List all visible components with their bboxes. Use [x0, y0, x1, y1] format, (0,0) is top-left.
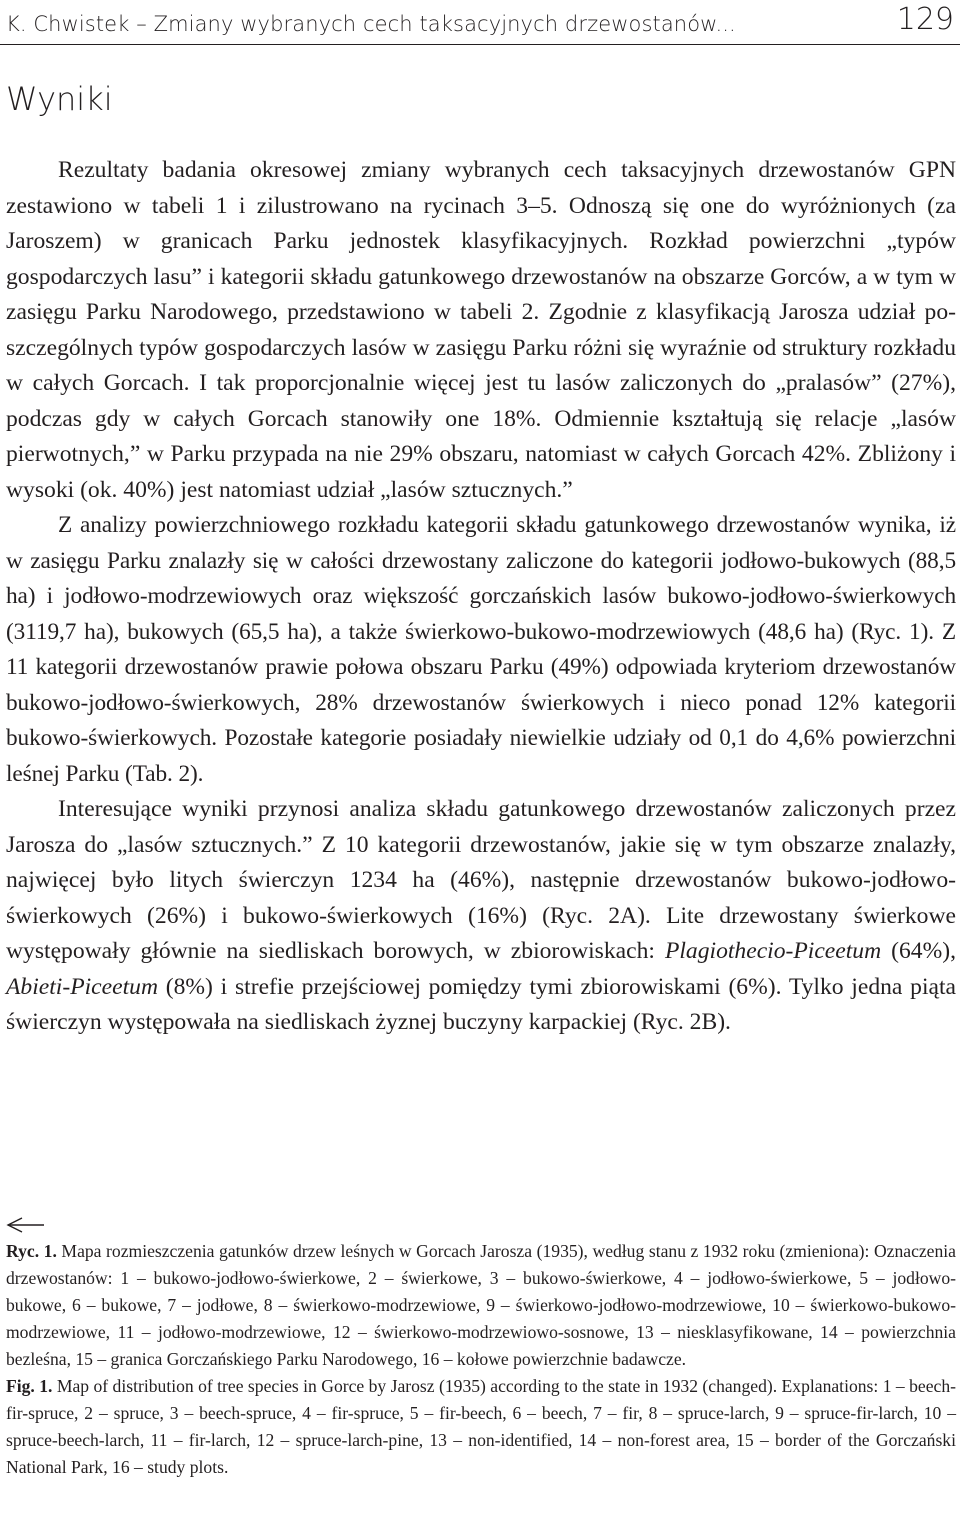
- text-run: Z analizy powierzchniowego rozkładu kategorii składu gatunkowego drzewostanów wynika, iż w zasięgu Parku znalazły się w całości drzewostany zaliczone do kategorii jodłowo-bukowych (88,5 ha) i jodłowo-modrzewiowych oraz większość gorczańskich lasów bukowo-jodłowo-świerkowych (3119,7 ha), bukowych (65,5 ha), a także świerkowo-bukowo-modrzewiowych (48,6 ha) (Ryc. 1). Z 11 kategorii drzewostanów prawie połowa obszaru Parku (49%) odpowiada kryteriom drzewostanów bukowo-jodłowo-świerkowych, 28% drzewostanów świerkowych i nieco ponad 12% kategorii bukowo-świerkowych. Pozostałe kategorie posiadały niewielkie udziały od 0,1 do 4,6% powierzchni leśnej Parku (Tab. 2).: [6, 512, 956, 787]
- paragraph: [6, 792, 956, 1041]
- body-text: [6, 153, 956, 1041]
- section-heading: Wyniki: [6, 80, 113, 118]
- paragraph: [6, 508, 956, 792]
- italic-run: Plagiothecio-Piceetum: [664, 938, 882, 964]
- caption-label: Fig. 1.: [6, 1376, 53, 1396]
- running-header: [6, 2, 954, 42]
- text-run: Interesujące wyniki przynosi analiza składu gatunkowego drzewostanów zaliczonych przez Jarosza do „lasów sztucznych.” Z 10 kategorii drzewostanów, jakie się w tym obszarze znalazły, najwięcej było litych świerczyn 1234 ha (46%), następnie drzewostanów bukowo-jodłowo-świerkowych (26%) i bukowo-świerkowych (16%) (Ryc. 2A). Lite drzewostany świerkowe występowały głównie na siedliskach borowych, w zbiorowiskach:: [6, 796, 956, 964]
- text-run: Rezultaty badania okresowej zmiany wybranych cech taksacyjnych drzewostanów GPN zestawiono w tabeli 1 i zilustrowano na rycinach 3–5. Odnoszą się one do wyróżnionych (za Jaroszem) w granicach Parku jednostek klasyfikacyjnych. Rozkład powierzchni „typów gospodarczych lasu” i kategorii składu gatunkowego drzewostanów na obszarze Gorców, a w tym w zasięgu Parku Narodowego, przedstawiono w tabeli 2. Zgodnie z klasyfikacją Jarosza udział poszczególnych typów gospodarczych lasów w zasięgu Parku różni się wyraźnie od struktury rozkładu w całych Gorcach. I tak proporcjonalnie więcej jest tu lasów zaliczonych do „pralasów” (27%), podczas gdy w całych Gorcach stanowiły one 18%. Odmiennie kształtują się relacje „lasów pierwotnych,” w Parku przypada na nie 29% obszaru, natomiast w całych Gorcach 42%. Zbliżony i wysoki (ok. 40%) jest natomiast udział „lasów sztucznych.”: [6, 157, 956, 503]
- text-run: (8%) i strefie przejściowej pomiędzy tymi zbiorowiskami (6%). Tylko jedna piąta świerczyn występowała na siedliskach żyznej buczyny karpackiej (Ryc. 2B).: [6, 973, 956, 1035]
- figure-caption: [6, 1238, 956, 1481]
- running-title: K. Chwistek – Zmiany wybranych cech taksacyjnych drzewostanów...: [6, 12, 736, 36]
- header-rule: [0, 44, 960, 45]
- text-run: (64%),: [881, 938, 957, 964]
- left-arrow-icon: [6, 1216, 46, 1234]
- caption-english: [6, 1373, 956, 1481]
- italic-run: Abieti-Piceetum: [6, 973, 158, 1000]
- caption-text: Map of distribution of tree species in Gorce by Jarosz (1935) according to the state in 1932 (changed). Explanations: 1 – beech-fir-spruce, 2 – spruce, 3 – beech-spruce, 4 – fir-spruce, 5 – fir-beech, 6 – beech, 7 – fir, 8 – spruce-larch, 9 – spruce-fir-larch, 10 – spruce-beech-larch, 11 – fir-larch, 12 – spruce-larch-pine, 13 – non-identified, 14 – non-forest area, 15 – border of the Gorczański National Park, 16 – study plots.: [6, 1376, 956, 1477]
- caption-polish: [6, 1238, 956, 1373]
- paragraph: [6, 153, 956, 508]
- caption-text: Mapa rozmieszczenia gatunków drzew leśnych w Gorcach Jarosza (1935), według stanu z 1932 roku (zmieniona): Oznaczenia drzewostanów: 1 – bukowo-jodłowo-świerkowe, 2 – świerkowe, 3 – bukowo-świerkowe, 4 – jodłowo-świerkowe, 5 – jodłowo-bukowe, 6 – bukowe, 7 – jodłowe, 8 – świerkowo-modrzewiowe, 9 – świerkowo-jodłowo-modrzewiowe, 10 – świerkowo-bukowo-modrzewiowe, 11 – jodłowo-modrzewiowe, 12 – świerkowo-modrzewiowo-sosnowe, 13 – niesklasyfikowane, 14 – powierzchnia bezleśna, 15 – granica Gorczańskiego Parku Narodowego, 16 – kołowe powierzchnie badawcze.: [6, 1241, 956, 1369]
- caption-label: Ryc. 1.: [6, 1241, 57, 1261]
- page-number: 129: [896, 2, 954, 37]
